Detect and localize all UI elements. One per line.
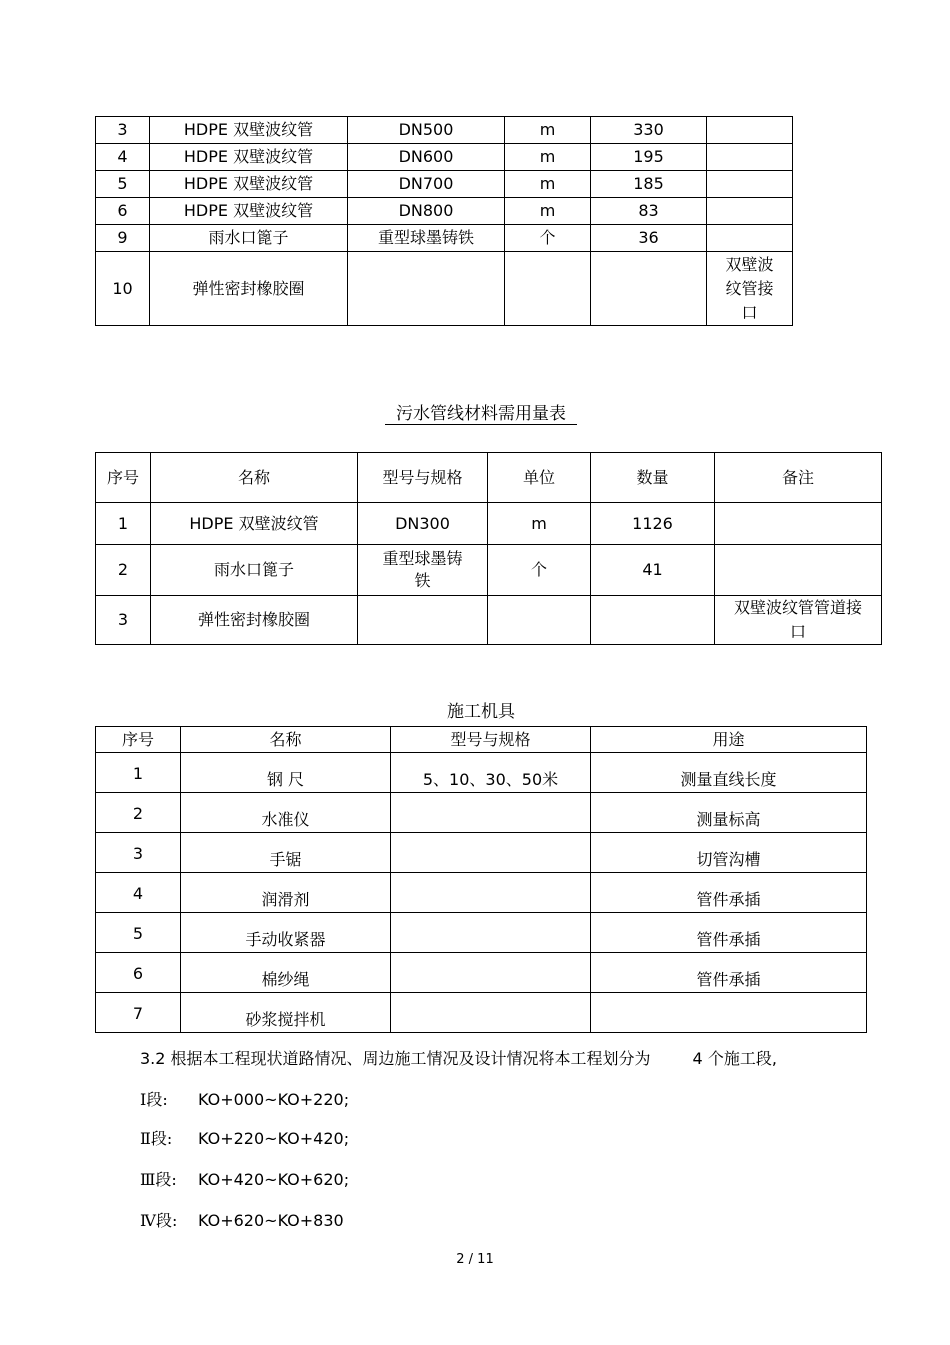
table-cell: 1126 bbox=[591, 503, 715, 545]
header-cell: 数量 bbox=[591, 453, 715, 503]
sewage-materials-table bbox=[95, 452, 882, 645]
table-cell: m bbox=[488, 503, 591, 545]
table-row bbox=[96, 198, 793, 225]
header-cell: 单位 bbox=[488, 453, 591, 503]
table-cell: 195 bbox=[591, 144, 707, 171]
table-cell bbox=[707, 144, 793, 171]
construction-equipment-table bbox=[95, 726, 867, 1033]
table-row bbox=[96, 873, 867, 913]
table-cell: HDPE 双壁波纹管 bbox=[151, 503, 358, 545]
table-cell bbox=[707, 198, 793, 225]
table-row bbox=[96, 171, 793, 198]
table-cell: 弹性密封橡胶圈 bbox=[150, 252, 348, 326]
table-cell: m bbox=[505, 117, 591, 144]
table-cell: 6 bbox=[96, 198, 150, 225]
table-row bbox=[96, 953, 867, 993]
table-cell bbox=[391, 993, 591, 1033]
table-header-row bbox=[96, 453, 882, 503]
table-cell: 41 bbox=[591, 545, 715, 596]
table-cell bbox=[707, 225, 793, 252]
table-cell bbox=[391, 873, 591, 913]
segment-line bbox=[140, 1087, 349, 1110]
table-cell: 4 bbox=[96, 144, 150, 171]
segment-label: Ⅲ段: bbox=[140, 1170, 177, 1189]
header-cell: 序号 bbox=[96, 727, 181, 753]
table-cell bbox=[591, 993, 867, 1033]
table-cell: DN700 bbox=[348, 171, 505, 198]
table-cell: 重型球墨铸铁 bbox=[348, 225, 505, 252]
table-cell bbox=[391, 793, 591, 833]
table-cell: 6 bbox=[96, 953, 181, 993]
table-cell bbox=[707, 117, 793, 144]
rainwater-materials-table-continued bbox=[95, 116, 793, 326]
table-row bbox=[96, 793, 867, 833]
table-cell: m bbox=[505, 144, 591, 171]
table-cell: 管件承插 bbox=[591, 873, 867, 913]
table-cell: HDPE 双壁波纹管 bbox=[150, 117, 348, 144]
table-cell: 3 bbox=[96, 833, 181, 873]
segment-line bbox=[140, 1126, 349, 1149]
table-cell bbox=[715, 545, 882, 596]
table-cell: 水准仪 bbox=[181, 793, 391, 833]
table-cell: 管件承插 bbox=[591, 913, 867, 953]
table-cell: 棉纱绳 bbox=[181, 953, 391, 993]
table-cell: 测量直线长度 bbox=[591, 753, 867, 793]
table-cell: 3 bbox=[96, 596, 151, 645]
table-cell: 5 bbox=[96, 913, 181, 953]
section-paragraph bbox=[140, 1046, 777, 1069]
table-row bbox=[96, 545, 882, 596]
section-text: 3.2 根据本工程现状道路情况、周边施工情况及设计情况将本工程划分为 bbox=[140, 1049, 651, 1068]
table-cell: 双壁波纹管接口 bbox=[707, 252, 793, 326]
table-cell bbox=[391, 913, 591, 953]
table-cell: DN300 bbox=[358, 503, 488, 545]
table-cell bbox=[391, 953, 591, 993]
header-cell: 序号 bbox=[96, 453, 151, 503]
segment-label: Ⅰ段: bbox=[140, 1090, 168, 1109]
page-number: 2 / 11 bbox=[456, 1252, 494, 1267]
table-cell: 330 bbox=[591, 117, 707, 144]
header-cell: 型号与规格 bbox=[391, 727, 591, 753]
table-cell bbox=[348, 252, 505, 326]
table-cell: 9 bbox=[96, 225, 150, 252]
table-cell: 2 bbox=[96, 545, 151, 596]
table-cell: HDPE 双壁波纹管 bbox=[150, 198, 348, 225]
table-cell: m bbox=[505, 171, 591, 198]
table-cell: 弹性密封橡胶圈 bbox=[151, 596, 358, 645]
table-cell: 个 bbox=[488, 545, 591, 596]
table-cell: 测量标高 bbox=[591, 793, 867, 833]
table-row bbox=[96, 913, 867, 953]
table-row bbox=[96, 993, 867, 1033]
header-cell: 备注 bbox=[715, 453, 882, 503]
segment-range: KO+420~KO+620; bbox=[198, 1170, 350, 1189]
table-cell: 切管沟槽 bbox=[591, 833, 867, 873]
table-cell: DN600 bbox=[348, 144, 505, 171]
header-cell: 用途 bbox=[591, 727, 867, 753]
table-cell: 2 bbox=[96, 793, 181, 833]
table-cell: 手动收紧器 bbox=[181, 913, 391, 953]
table-cell: DN500 bbox=[348, 117, 505, 144]
header-cell: 名称 bbox=[181, 727, 391, 753]
segment-line bbox=[140, 1208, 344, 1231]
table-cell: m bbox=[505, 198, 591, 225]
segment-label: Ⅳ段: bbox=[140, 1211, 178, 1230]
section-count-text: 4 个施工段, bbox=[692, 1049, 777, 1068]
table-cell bbox=[505, 252, 591, 326]
table-cell: 个 bbox=[505, 225, 591, 252]
table-cell: 7 bbox=[96, 993, 181, 1033]
table-cell: HDPE 双壁波纹管 bbox=[150, 171, 348, 198]
table-row bbox=[96, 225, 793, 252]
table-cell: HDPE 双壁波纹管 bbox=[150, 144, 348, 171]
segment-range: KO+620~KO+830 bbox=[198, 1211, 344, 1230]
table-cell: 双壁波纹管管道接口 bbox=[715, 596, 882, 645]
table-cell bbox=[591, 596, 715, 645]
table-cell: 5 bbox=[96, 171, 150, 198]
table-cell: 手锯 bbox=[181, 833, 391, 873]
table-cell: DN800 bbox=[348, 198, 505, 225]
sewage-materials-table-title: 污水管线材料需用量表 bbox=[385, 404, 577, 425]
table-cell: 5、10、30、50米 bbox=[391, 753, 591, 793]
header-cell: 型号与规格 bbox=[358, 453, 488, 503]
table-header-row bbox=[96, 727, 867, 753]
table-row bbox=[96, 596, 882, 645]
table-cell: 管件承插 bbox=[591, 953, 867, 993]
table-row bbox=[96, 503, 882, 545]
table-cell bbox=[488, 596, 591, 645]
table-cell bbox=[391, 833, 591, 873]
table-cell: 83 bbox=[591, 198, 707, 225]
header-cell: 名称 bbox=[151, 453, 358, 503]
segment-range: KO+220~KO+420; bbox=[198, 1129, 350, 1148]
table-cell: 3 bbox=[96, 117, 150, 144]
table-cell: 185 bbox=[591, 171, 707, 198]
table-cell: 10 bbox=[96, 252, 150, 326]
table-cell: 36 bbox=[591, 225, 707, 252]
table-cell: 砂浆搅拌机 bbox=[181, 993, 391, 1033]
table-cell: 4 bbox=[96, 873, 181, 913]
table-row bbox=[96, 833, 867, 873]
table-cell: 钢 尺 bbox=[181, 753, 391, 793]
table-row bbox=[96, 117, 793, 144]
table-cell: 雨水口篦子 bbox=[150, 225, 348, 252]
table-row bbox=[96, 252, 793, 326]
table-cell bbox=[358, 596, 488, 645]
table-cell: 雨水口篦子 bbox=[151, 545, 358, 596]
table-cell bbox=[591, 252, 707, 326]
segment-label: Ⅱ段: bbox=[140, 1129, 173, 1148]
table-cell: 重型球墨铸铁 bbox=[358, 545, 488, 596]
table-cell bbox=[707, 171, 793, 198]
segment-range: KO+000~KO+220; bbox=[198, 1090, 350, 1109]
table-cell: 1 bbox=[96, 753, 181, 793]
segment-line bbox=[140, 1167, 349, 1190]
table-row bbox=[96, 144, 793, 171]
table-row bbox=[96, 753, 867, 793]
construction-equipment-title: 施工机具 bbox=[447, 702, 515, 722]
table-cell: 1 bbox=[96, 503, 151, 545]
table-cell bbox=[715, 503, 882, 545]
table-cell: 润滑剂 bbox=[181, 873, 391, 913]
